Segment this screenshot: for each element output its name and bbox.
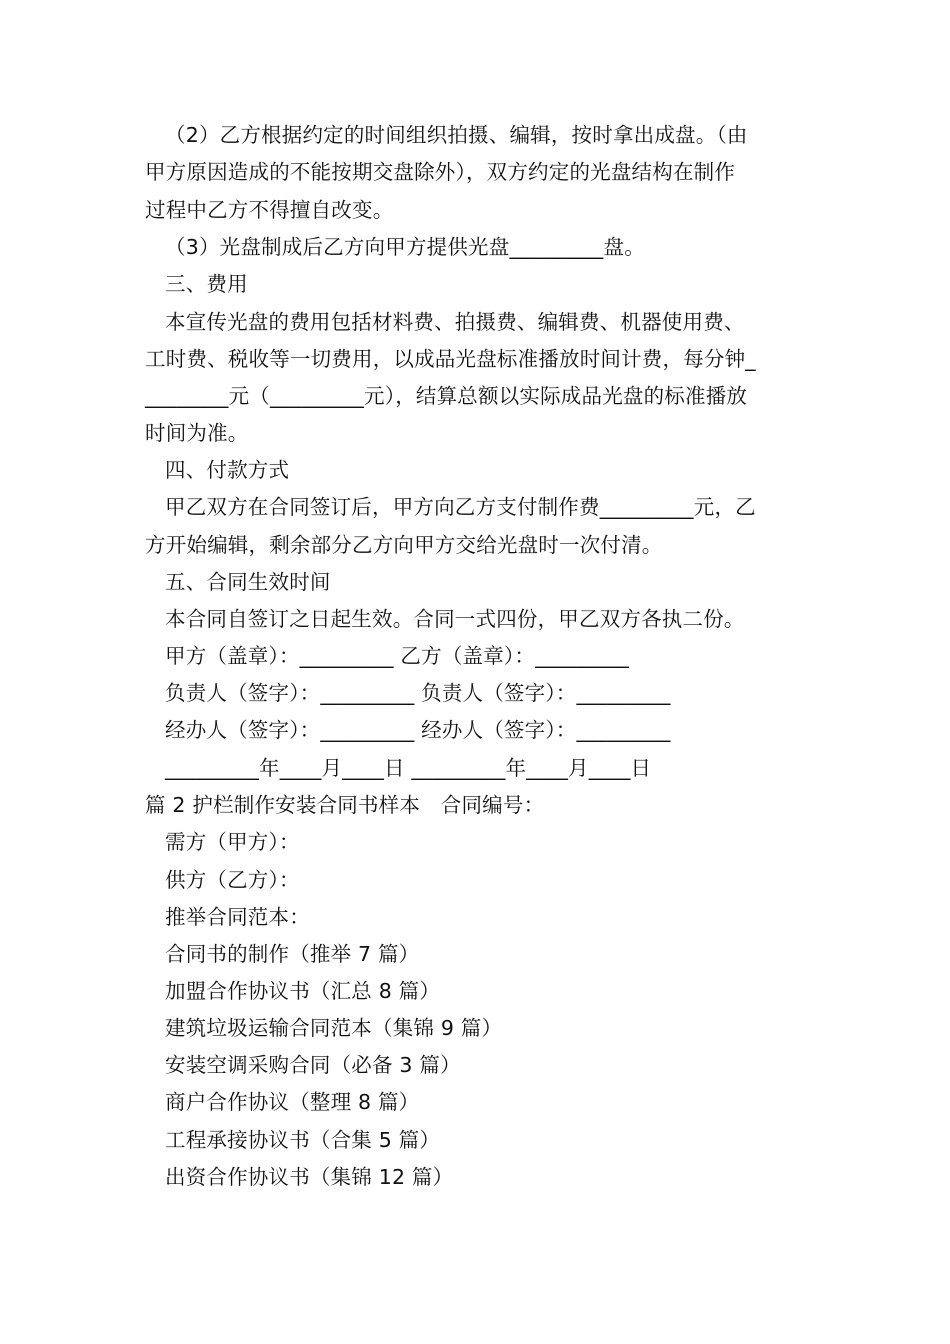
signature-line-party: 甲方（盖章）：_________ 乙方（盖章）：_________: [165, 644, 630, 668]
signature-line-manager: 负责人（签字）：_________ 负责人（签字）：_________: [165, 681, 671, 705]
recommended-item[interactable]: 建筑垃圾运输合同范本（集锦 9 篇）: [165, 1016, 503, 1040]
paragraph-line: 本宣传光盘的费用包括材料费、拍摄费、编辑费、机器使用费、: [165, 310, 745, 334]
paragraph-line: 本合同自签订之日起生效。合同一式四份，甲乙双方各执二份。: [165, 607, 745, 631]
date-line: _________年____月____日 _________年____月____日: [165, 756, 652, 780]
contract-title: 篇 2 护栏制作安装合同书样本 合同编号：: [145, 793, 545, 817]
paragraph-line: 甲方原因造成的不能按期交盘除外），双方约定的光盘结构在制作: [145, 160, 736, 184]
signature-line-handler: 经办人（签字）：_________ 经办人（签字）：_________: [165, 718, 671, 742]
recommended-item[interactable]: 工程承接协议书（合集 5 篇）: [165, 1128, 441, 1152]
section-heading-payment: 四、付款方式: [165, 458, 290, 482]
recommended-item[interactable]: 合同书的制作（推举 7 篇）: [165, 942, 420, 966]
paragraph-line: （2）乙方根据约定的时间组织拍摄、编辑，按时拿出成盘。（由: [165, 123, 748, 147]
recommended-heading: 推举合同范本：: [165, 905, 310, 929]
paragraph-line: 甲乙双方在合同签订后，甲方向乙方支付制作费_________元，乙: [165, 495, 756, 519]
paragraph-line: ________元（_________元），结算总额以实际成品光盘的标准播放: [145, 384, 748, 408]
supplier-line: 供方（乙方）：: [165, 868, 300, 892]
recommended-item[interactable]: 出资合作协议书（集锦 12 篇）: [165, 1165, 454, 1189]
paragraph-line: 方开始编辑，剩余部分乙方向甲方交给光盘时一次付清。: [145, 533, 663, 557]
paragraph-line: 时间为准。: [145, 421, 249, 445]
recommended-item[interactable]: 安装空调采购合同（必备 3 篇）: [165, 1053, 461, 1077]
paragraph-line: 过程中乙方不得擅自改变。: [145, 198, 394, 222]
paragraph-line: （3）光盘制成后乙方向甲方提供光盘_________盘。: [165, 235, 645, 259]
buyer-line: 需方（甲方）：: [165, 830, 300, 854]
paragraph-line: 工时费、税收等一切费用，以成品光盘标准播放时间计费，每分钟_: [145, 347, 756, 371]
recommended-item[interactable]: 加盟合作协议书（汇总 8 篇）: [165, 979, 441, 1003]
section-heading-effective-time: 五、合同生效时间: [165, 570, 331, 594]
section-heading-fees: 三、费用: [165, 272, 248, 296]
recommended-item[interactable]: 商户合作协议（整理 8 篇）: [165, 1090, 420, 1114]
